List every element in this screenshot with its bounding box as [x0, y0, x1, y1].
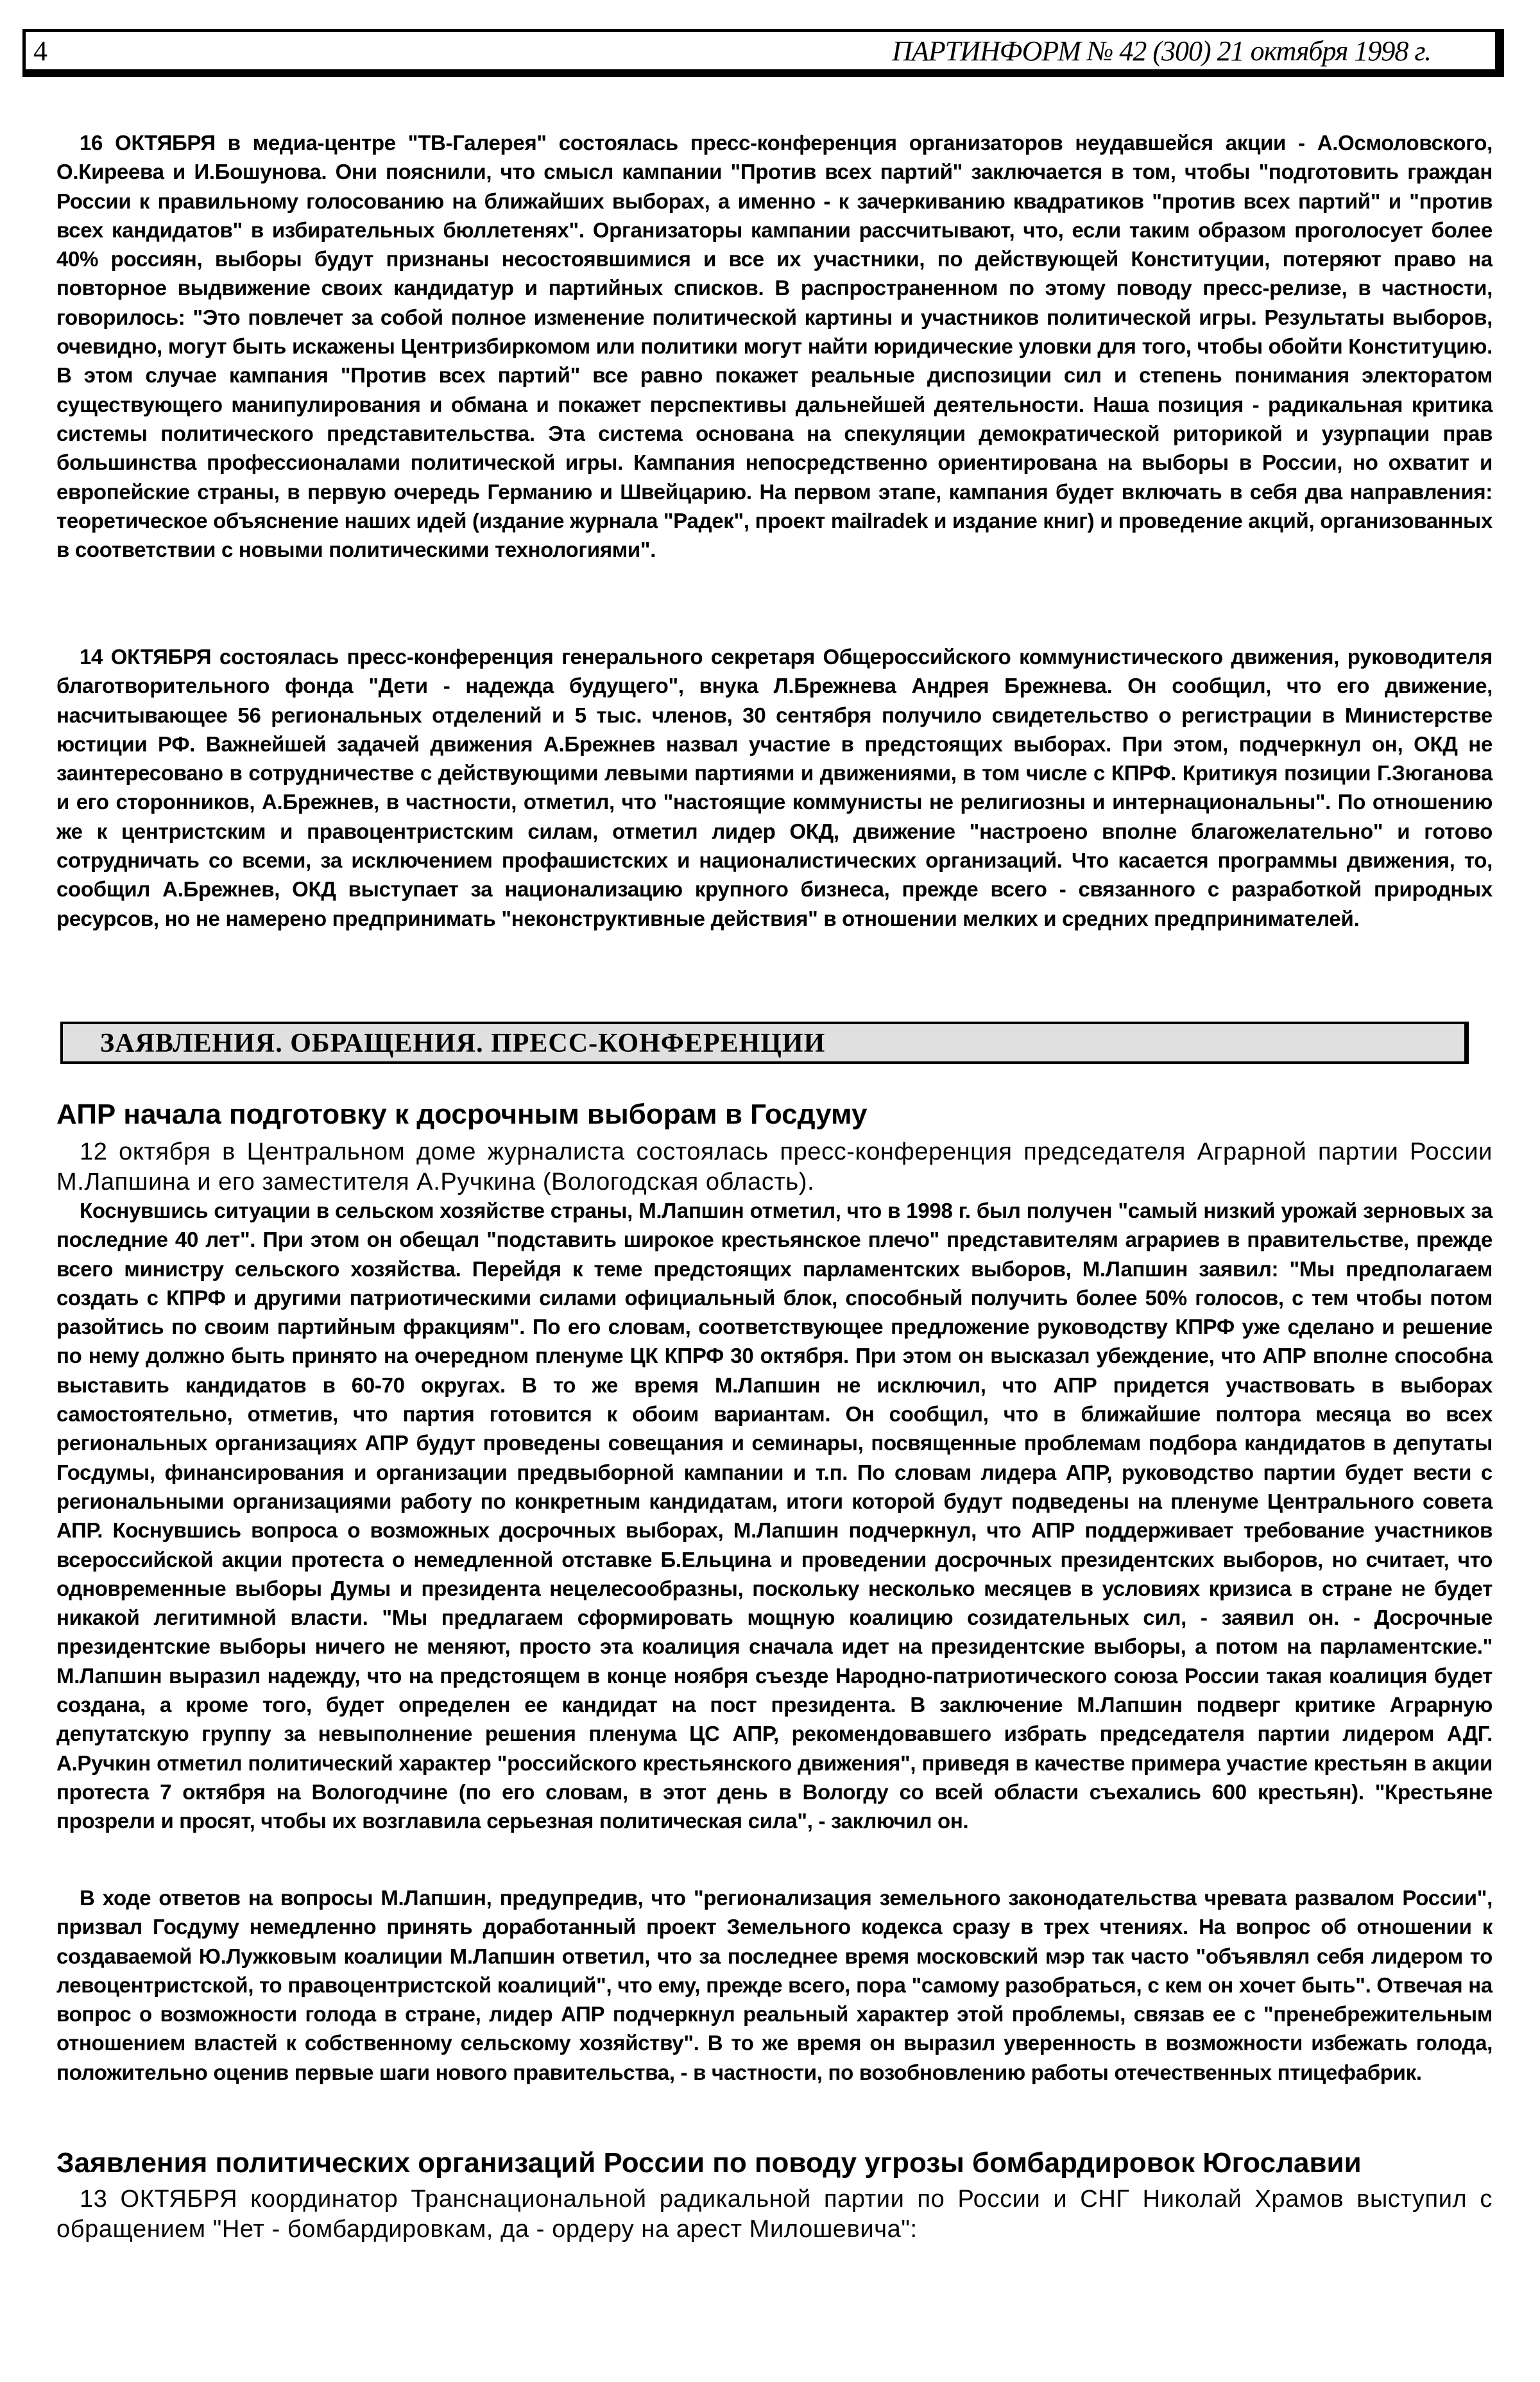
article-lead: 13 ОКТЯБРЯ координатор Транснациональной радикальной партии по России и СНГ Николай Храмов выступил с обращением "Нет - бомбардировкам, да - ордеру на арест Милошевича": [56, 2186, 1493, 2243]
publication-title: ПАРТИНФОРМ № 42 (300) 21 октября 1998 г. [892, 35, 1431, 67]
article-body: Коснувшись ситуации в сельском хозяйстве страны, М.Лапшин отметил, что в 1998 г. был получен "самый низкий урожай зерновых за последние 40 лет". При этом он обещал "подставить широкое крестьянское плечо" представителям аграриев в правительстве, прежде всего министру сельского хозяйства. Перейдя к теме предстоящих парламентских выборов, М.Лапшин заявил: "Мы предполагаем создать с КПРФ и другими патриотическими силами официальный блок, способный получить более 50% голосов, с тем чтобы потом разойтись по своим партийным фракциям". По его словам, соответствующее предложение руководству КПРФ уже сделано и решение по нему должно быть принято на очередном пленуме ЦК КПРФ 30 октября. При этом он высказал убеждение, что АПР вполне способна выставить кандидатов в 60-70 округах. В то же время М.Лапшин не исключил, что АПР придется участвовать в выборах самостоятельно, отметив, что партия готовится к обоим вариантам. Он сообщил, что в ближайшие полтора месяца во всех региональных организациях АПР будут проведены совещания и семинары, посвященные проблемам подбора кандидатов в депутаты Госдумы, финансирования и организации предвыборной кампании и т.п. По словам лидера АПР, руководство партии будет вести с региональными организациями работу по конкретным кандидатам, итоги которой будут подведены на пленуме Центрального совета АПР. Коснувшись вопроса о возможных досрочных выборах, М.Лапшин подчеркнул, что АПР поддерживает требование участников всероссийской акции протеста о немедленной отставке Б.Ельцина и проведении досрочных президентских выборов, но считает, что одновременные выборы Думы и президента нецелесообразны, поскольку несколько месяцев в условиях кризиса в стране не будет никакой легитимной власти. "Мы предлагаем сформировать мощную коалицию созидательных сил, - заявил он. - Досрочные президентские выборы ничего не меняют, просто эта коалиция сначала идет на президентские выборы, а потом на парламентские." М.Лапшин выразил надежду, что на предстоящем в конце ноября съезде Народно-патриотического союза России такая коалиция будет создана, а кроме того, будет определен ее кандидат на пост президента. В заключение М.Лапшин подверг критике Аграрную депутатскую группу за невыполнение решения пленума ЦС АПР, рекомендовавшего избрать председателя партии лидером АДГ. А.Ручкин отметил политический характер "российского крестьянского движения", приведя в качестве примера участие крестьян в акции протеста 7 октября на Вологодчине (по его словам, в этот день в Вологду со всей области съехались 600 крестьян). "Крестьяне прозрели и просят, чтобы их возглавила серьезная политическая сила", - заключил он. [56, 1199, 1493, 1833]
section-title: ЗАЯВЛЕНИЯ. ОБРАЩЕНИЯ. ПРЕСС-КОНФЕРЕНЦИИ [100, 1029, 826, 1058]
article-title: Заявления политических организаций России по поводу угрозы бомбардировок Югославии [56, 2147, 1362, 2179]
page-number: 4 [33, 35, 47, 67]
article-body: В ходе ответов на вопросы М.Лапшин, предупредив, что "регионализация земельного законодательства чревата развалом России", призвал Госдуму немедленно принять доработанный проект Земельного кодекса сразу в трех чтениях. На вопрос об отношении к создаваемой Ю.Лужковым коалиции М.Лапшин ответил, что за последнее время московский мэр так часто "объявлял себя лидером то левоцентристской, то правоцентристской коалиций", что ему, прежде всего, пора "самому разобраться, с кем он хочет быть". Отвечая на вопрос о возможности голода в стране, лидер АПР подчеркнул реальный характер этой проблемы, связав ее с "пренебрежительным отношением властей к собственному сельскому хозяйству". В то же время он выразил уверенность в возможности избежать голода, положительно оценив первые шаги нового правительства, - в частности, по возобновлению работы отечественных птицефабрик. [56, 1886, 1493, 2084]
page-header [22, 29, 1504, 77]
section-header [60, 1022, 1469, 1064]
article-title: АПР начала подготовку к досрочным выборам в Госдуму [56, 1099, 868, 1130]
news-item: 14 ОКТЯБРЯ состоялась пресс-конференция генерального секретаря Общероссийского коммунистического движения, руководителя благотворительного фонда "Дети - надежда будущего", внука Л.Брежнева Андрея Брежнева. Он сообщил, что его движение, насчитывающее 56 региональных отделений и 5 тыс. членов, 30 сентября получило свидетельство о регистрации в Министерстве юстиции РФ. Важнейшей задачей движения А.Брежнев назвал участие в предстоящих выборах. При этом, подчеркнул он, ОКД не заинтересовано в сотрудничестве с действующими левыми партиями и движениями, в том числе с КПРФ. Критикуя позиции Г.Зюганова и его сторонников, А.Брежнев, в частности, отметил, что "настоящие коммунисты не религиозны и интернациональны". По отношению же к центристским и правоцентристским силам, отметил лидер ОКД, движение "настроено вполне благожелательно" и готово сотрудничать со всеми, за исключением профашистских и националистических организаций. Что касается программы движения, то, сообщил А.Брежнев, ОКД выступает за национализацию крупного бизнеса, прежде всего - связанного с разработкой природных ресурсов, но не намерено предпринимать "неконструктивные действия" в отношении мелких и средних предпринимателей. [56, 645, 1493, 930]
article-lead: 12 октября в Центральном доме журналиста состоялась пресс-конференция председателя Аграрной партии России М.Лапшина и его заместителя А.Ручкина (Вологодская область). [56, 1138, 1493, 1195]
news-item: 16 ОКТЯБРЯ в медиа-центре "ТВ-Галерея" состоялась пресс-конференция организаторов неудавшейся акции - А.Осмоловского, О.Киреева и И.Бошунова. Они пояснили, что смысл кампании "Против всех партий" заключается в том, чтобы "подготовить граждан России к правильному голосованию на ближайших выборах, а именно - к зачеркиванию квадратиков "против всех партий" и "против всех кандидатов" в избирательных бюллетенях". Организаторы кампании рассчитывают, что, если таким образом проголосует более 40% россиян, выборы будут признаны несостоявшимися и все их участники, по действующей Конституции, потеряют право на повторное выдвижение своих кандидатур и партийных списков. В распространенном по этому поводу пресс-релизе, в частности, говорилось: "Это повлечет за собой полное изменение политической картины и участников политической игры. Результаты выборов, очевидно, могут быть искажены Центризбиркомом или политики могут найти юридические уловки для того, чтобы обойти Конституцию. В этом случае кампания "Против всех партий" все равно покажет реальные диспозиции сил и степень понимания электоратом существующего манипулирования и обмана и покажет перспективы дальнейшей деятельности. Наша позиция - радикальная критика системы политического представительства. Эта система основана на спекуляции демократической риторикой и узурпации прав большинства профессионалами политической игры. Кампания непосредственно ориентирована на выборы в России, но охватит и европейские страны, в первую очередь Германию и Швейцарию. На первом этапе, кампания будет включать в себя два направления: теоретическое объяснение наших идей (издание журнала "Радек", проект mailradek и издание книг) и проведение акций, организованных в соответствии с новыми политическими технологиями". [56, 131, 1493, 562]
